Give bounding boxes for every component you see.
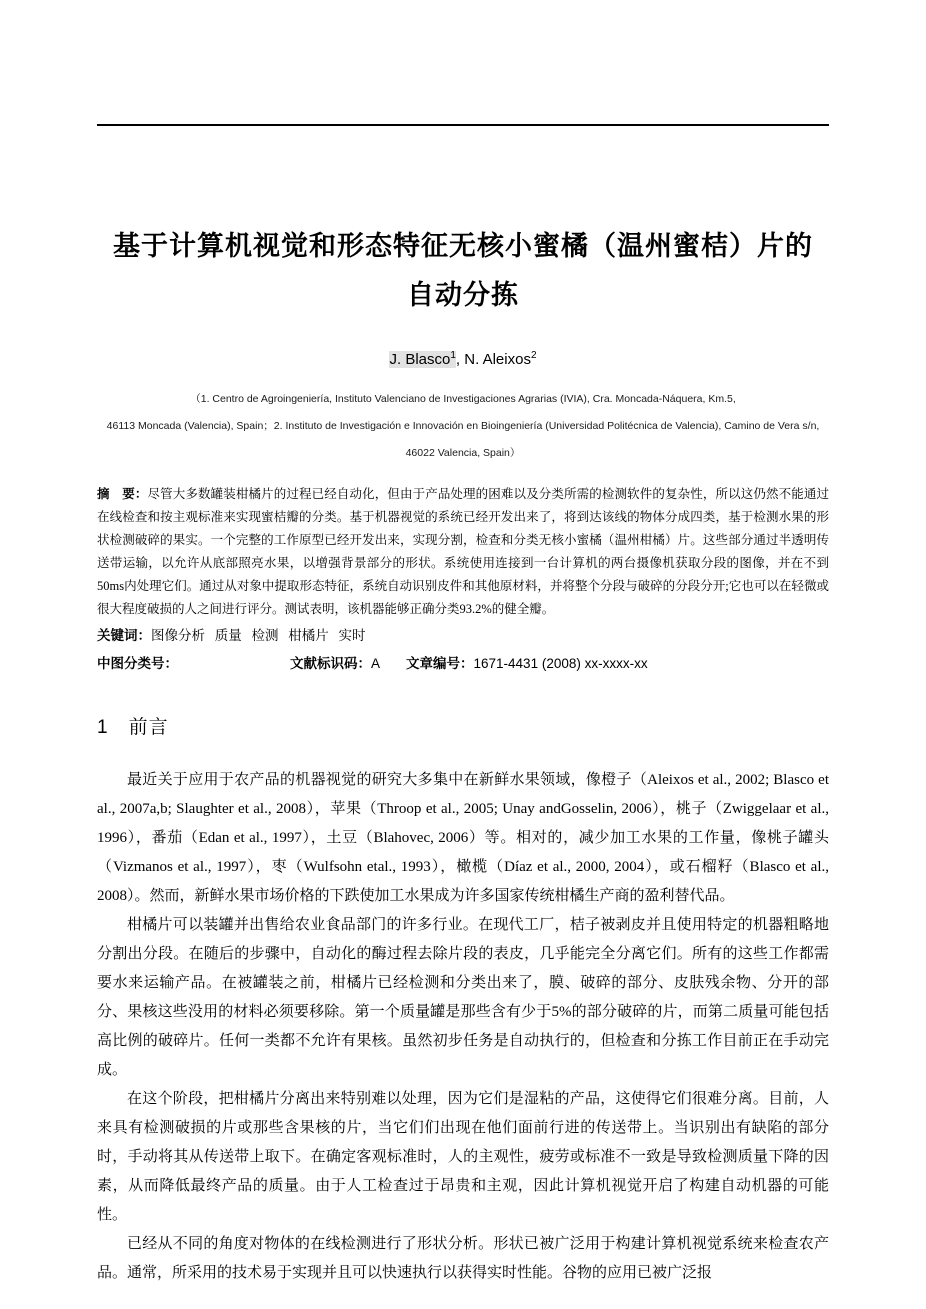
abstract-label: 摘 要： (97, 487, 148, 501)
body-paragraph-1: 最近关于应用于农产品的机器视觉的研究大多集中在新鲜水果领域，像橙子（Aleixos et al., 2002; Blasco et al., 2007a,b; Slaughter et al., 2008），苹果（Throop et al., 2005; Unay andGosselin, 2006），桃子（Zwiggelaar et al., 1996），番茄（Edan et al., 1997），土豆（Blahovec, 2006）等。相对的，减少加工水果的工作量，像桃子罐头（Vizmanos et al., 1997），枣（Wulfsohn etal., 1993），橄榄（Díaz et al., 2000, 2004），或石榴籽（Blasco et al., 2008）。然而，新鲜水果市场价格的下跌使加工水果成为许多国家传统柑橘生产商的盈利替代品。 (97, 772, 829, 904)
header-divider (97, 124, 829, 126)
page-content (0, 124, 926, 1288)
section-1-heading (97, 712, 829, 739)
author2-superscript: 2 (530, 350, 537, 361)
doc-code-label: 文献标识码： (290, 656, 371, 671)
author1-name: J. Blasco (389, 351, 451, 368)
abstract-block (97, 483, 829, 621)
article-id-value: 1671-4431 (2008) xx-xxxx-xx (473, 656, 648, 671)
section-1-number: 1 (97, 717, 109, 738)
author1-superscript: 1 (450, 350, 456, 361)
body-paragraph-2: 柑橘片可以装罐并出售给农业食品部门的许多行业。在现代工厂，桔子被剥皮并且使用特定的机器粗略地分割出分段。在随后的步骤中，自动化的酶过程去除片段的表皮，几乎能完全分离它们。所有的这些工作都需要水来运输产品。在被罐装之前，柑橘片已经检测和分类出来了，膜、破碎的部分、皮肤残余物、分开的部分、果核这些没用的材料必须要移除。第一个质量罐是那些含有少于5%的部分破碎的片，而第二质量可能包括高比例的破碎片。任何一类都不允许有果核。虽然初步任务是自动执行的，但检查和分拣工作目前正在手动完成。 (97, 917, 829, 1078)
author-highlight (389, 351, 455, 368)
clc-label: 中图分类号： (97, 656, 178, 671)
affiliations-block (97, 386, 829, 467)
author2-name: N. Aleixos (464, 351, 531, 368)
keywords-line (97, 623, 829, 648)
affiliation-line-1: （1. Centro de Agroingeniería, Instituto Valenciano de Investigaciones Agrarias (IVIA), Cra. Moncada-Náquera, Km.5, (190, 393, 736, 405)
affiliation-line-2: 46113 Moncada (Valencia), Spain；2. Instituto de Investigación e Innovación en Bioingeniería (Universidad Politécnica de Valencia), Camino de Vera s/n, (106, 420, 820, 432)
abstract-text: 尽管大多数罐装柑橘片的过程已经自动化，但由于产品处理的困难以及分类所需的检测软件的复杂性，所以这仍然不能通过在线检查和按主观标准来实现蜜桔瓣的分类。基于机器视觉的系统已经开发出来了，将到达该线的物体分成四类，基于检测水果的形状检测破碎的果实。一个完整的工作原型已经开发出来，实现分割，检查和分类无核小蜜橘（温州柑橘）片。这些部分通过半透明传送带运输，以允许从底部照亮水果，以增强背景部分的形状。系统使用连接到一台计算机的两台摄像机获取分段的图像，并在不到50ms内处理它们。通过从对象中提取形态特征，系统自动识别皮件和其他原材料，并将整个分段与破碎的分段分开;它也可以在轻微或很大程度破损的人之间进行评分。测试表明，该机器能够正确分类93.2%的健全瓣。 (97, 487, 829, 616)
article-id-label: 文章编号： (406, 656, 474, 671)
body-text (97, 766, 829, 1288)
author-line (97, 350, 829, 368)
keywords-label: 关键词： (97, 628, 151, 643)
classification-line (97, 651, 829, 676)
body-paragraph-4: 已经从不同的角度对物体的在线检测进行了形状分析。形状已被广泛用于构建计算机视觉系统来检查农产品。通常，所采用的技术易于实现并且可以快速执行以获得实时性能。谷物的应用已被广泛报 (97, 1236, 829, 1281)
section-1-title: 前言 (128, 717, 169, 738)
keywords-text: 图像分析 质量 检测 柑橘片 实时 (151, 628, 366, 643)
author-separator: , (455, 351, 465, 368)
affiliation-line-3: 46022 Valencia, Spain） (405, 447, 521, 459)
body-paragraph-3: 在这个阶段，把柑橘片分离出来特别难以处理，因为它们是湿粘的产品，这使得它们很难分离。目前，人来具有检测破损的片或那些含果核的片，当它们们出现在他们面前行进的传送带上。当识别出有缺陷的部分时，手动将其从传送带上取下。在确定客观标准时，人的主观性，疲劳或标准不一致是导致检测质量下降的因素，从而降低最终产品的质量。由于人工检查过于昂贵和主观，因此计算机视觉开启了构建自动机器的可能性。 (97, 1091, 829, 1223)
doc-code-value: A (371, 656, 381, 671)
paper-title: 基于计算机视觉和形态特征无核小蜜橘（温州蜜桔）片的自动分拣 (113, 231, 813, 310)
